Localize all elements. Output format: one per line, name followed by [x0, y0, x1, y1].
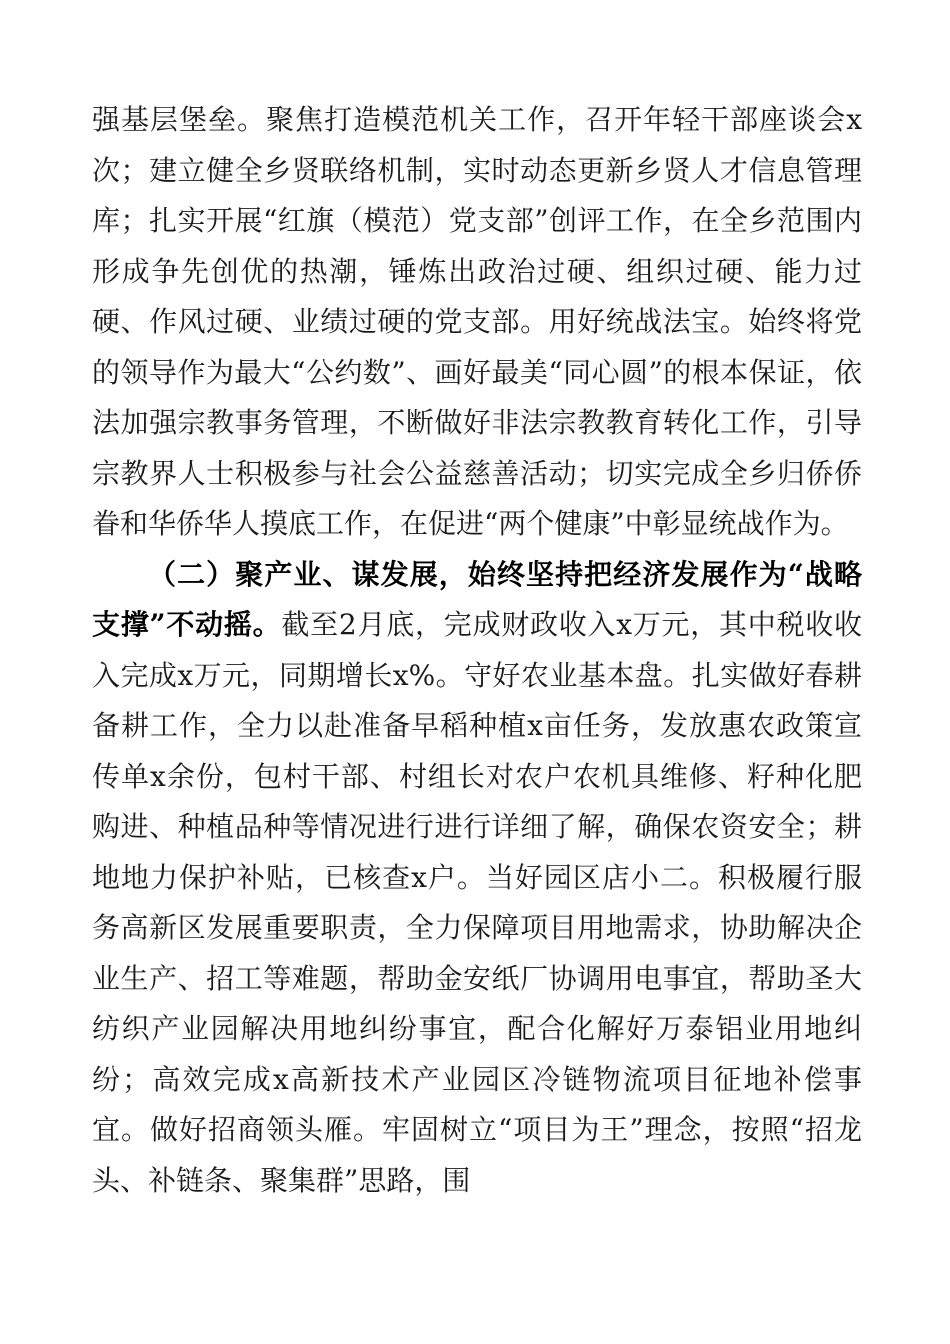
section-heading-economy: （二）聚产业、谋发展，始终坚持把经济发展作为“战略支撑”不动摇。: [92, 557, 862, 641]
paragraph-economic-development: [92, 550, 862, 1207]
paragraph-party-building: 强基层堡垒。聚焦打造模范机关工作，召开年轻干部座谈会x次；建立健全乡贤联络机制，实时动态更新乡贤人才信息管理库；扎实开展“红旗（模范）党支部”创评工作，在全乡范围内形成争先创优的热潮，锤炼出政治过硬、组织过硬、能力过硬、作风过硬、业绩过硬的党支部。用好统战法宝。始终将党的领导作为最大“公约数”、画好最美“同心圆”的根本保证，依法加强宗教事务管理，不断做好非法宗教教育转化工作，引导宗教界人士积极参与社会公益慈善活动；切实完成全乡归侨侨眷和华侨华人摸底工作，在促进“两个健康”中彰显统战作为。: [92, 103, 862, 540]
document-body: [92, 95, 862, 1206]
section-body-economy: 截至2月底，完成财政收入x万元，其中税收收入完成x万元，同期增长x%。守好农业基本盘。扎实做好春耕备耕工作，全力以赴准备早稻种植x亩任务，发放惠农政策宣传单x余份，包村干部、村组长对农户农机具维修、籽种化肥购进、种植品种等情况进行进行详细了解，确保农资安全；耕地地力保护补贴，已核查x户。当好园区店小二。积极履行服务高新区发展重要职责，全力保障项目用地需求，协助解决企业生产、招工等难题，帮助金安纸厂协调用电事宜，帮助圣大纺织产业园解决用地纠纷事宜，配合化解好万泰铝业用地纠纷；高效完成x高新技术产业园区冷链物流项目征地补偿事宜。做好招商领头雁。牢固树立“项目为王”理念，按照“招龙头、补链条、聚集群”思路，围: [92, 608, 863, 1197]
